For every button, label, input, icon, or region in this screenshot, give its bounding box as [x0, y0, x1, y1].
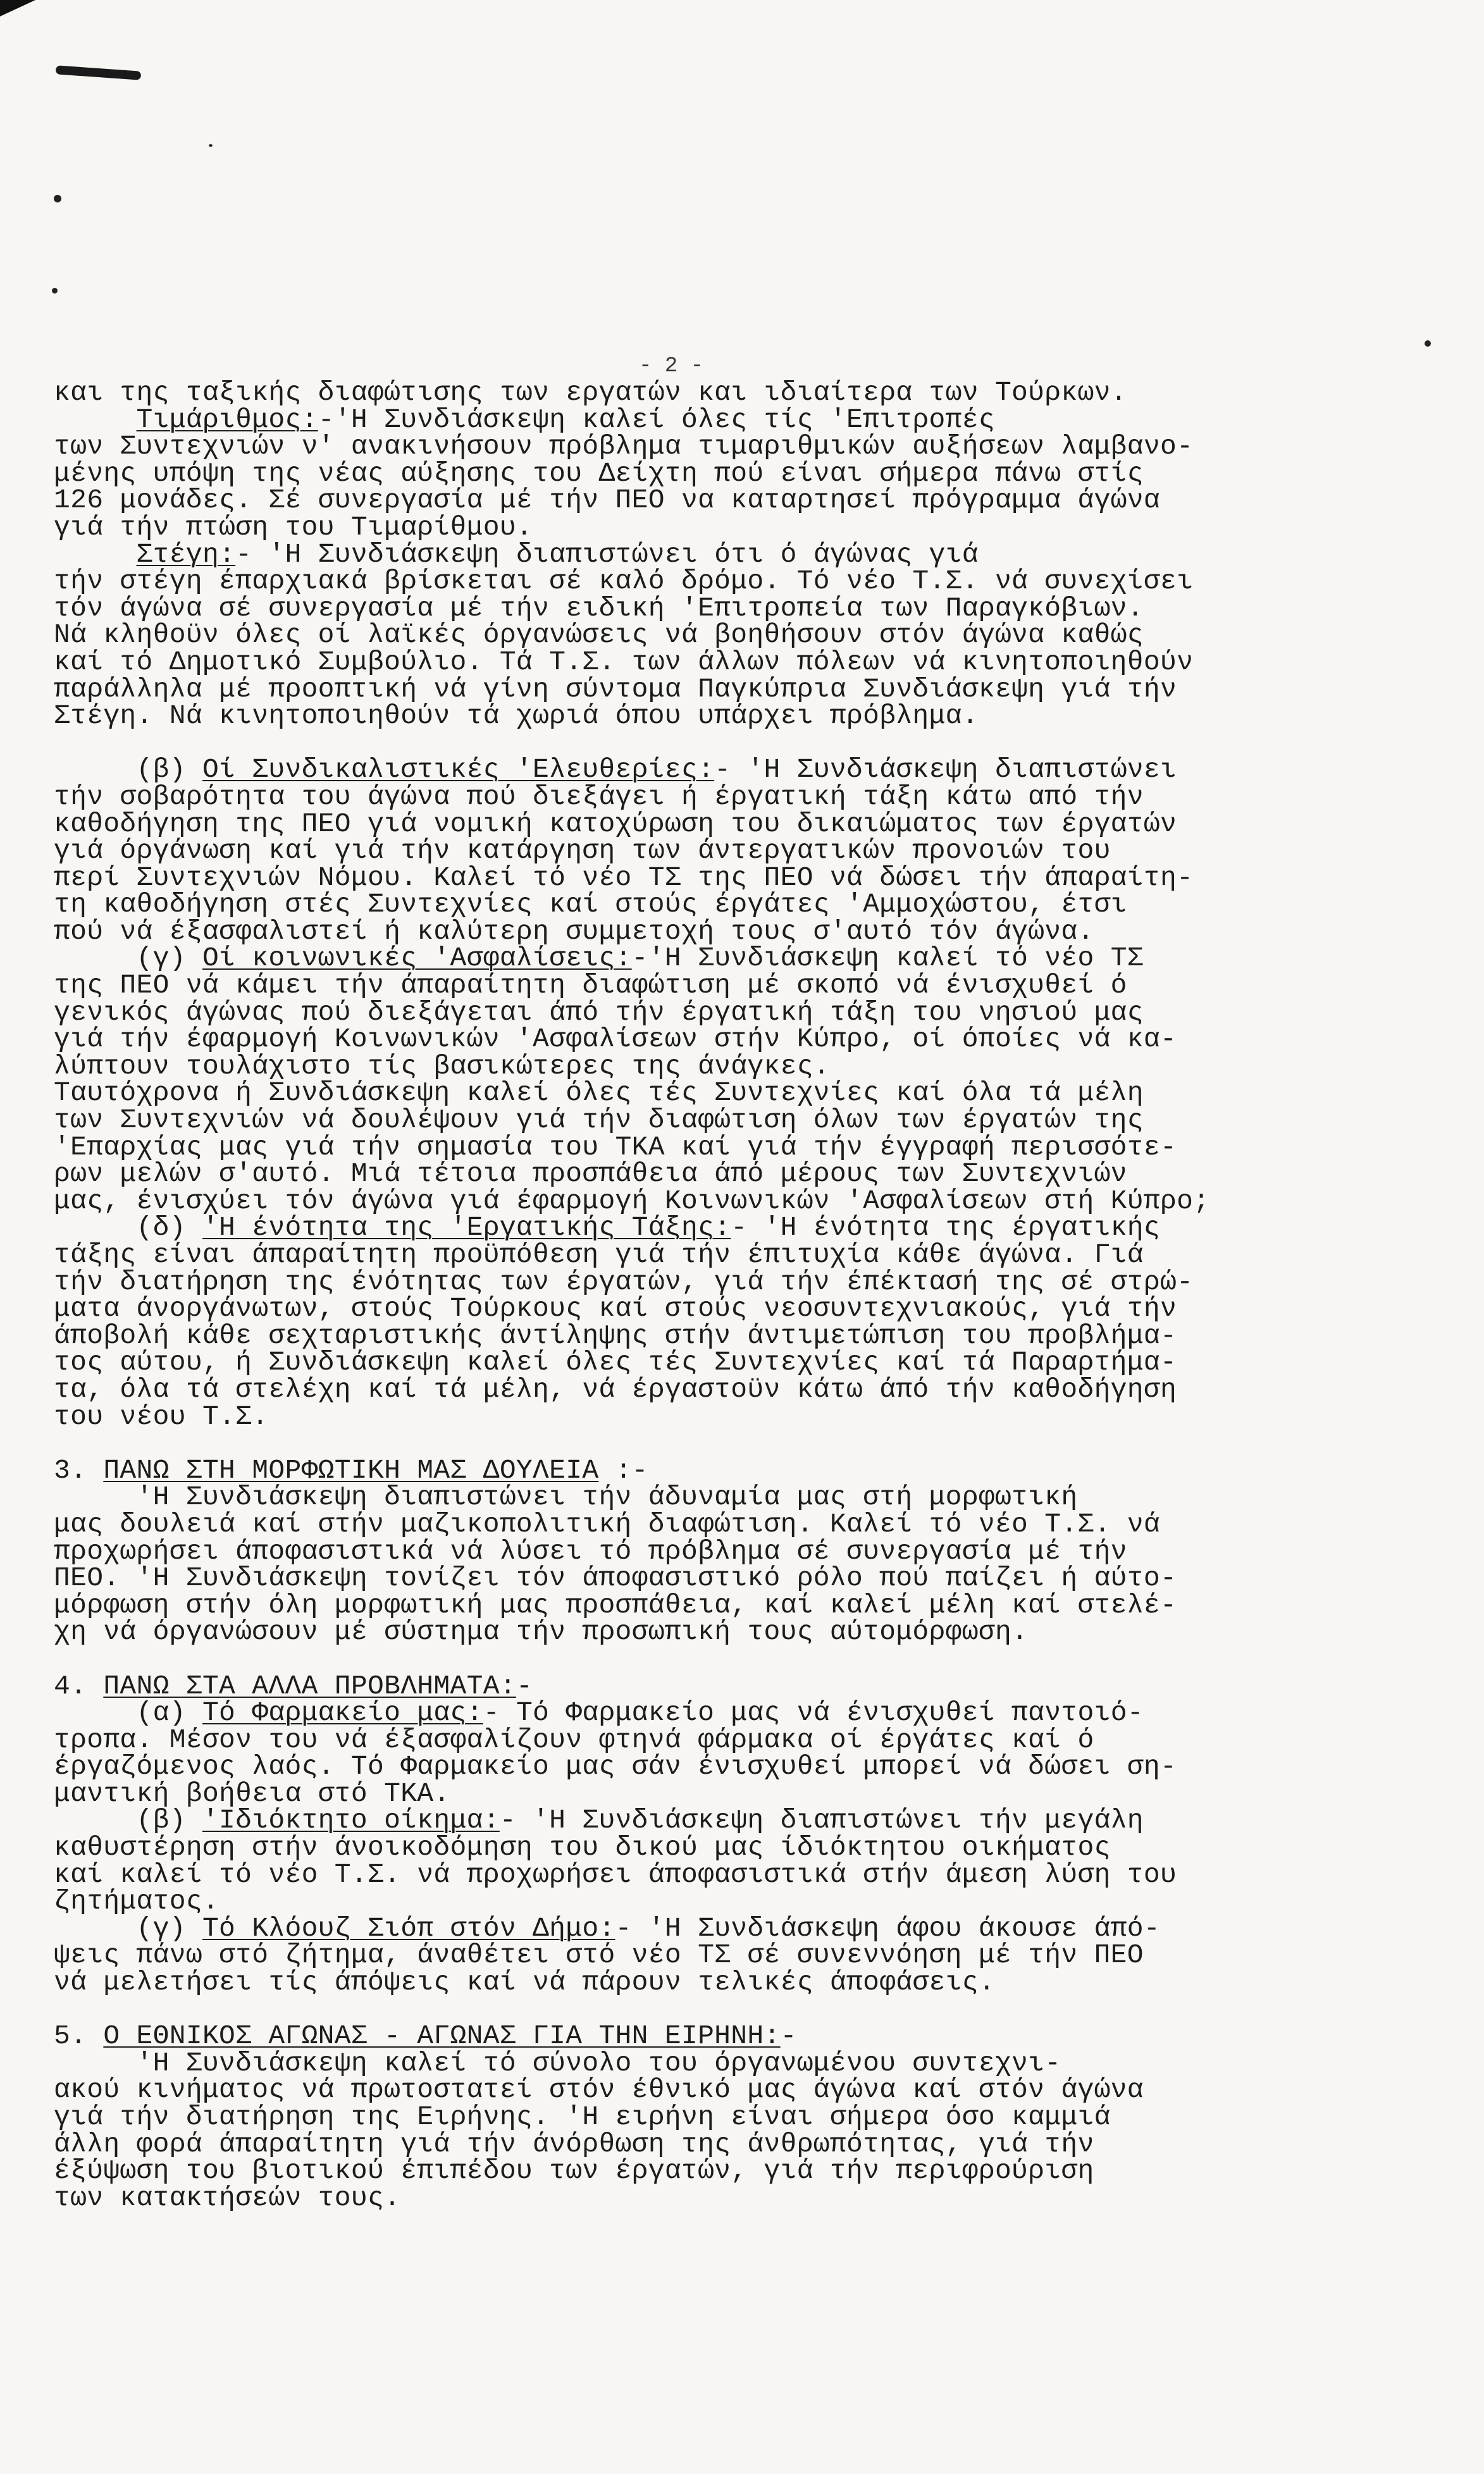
text-line: μας, ένισχύει τόν άγώνα γιά έφαρμογή Κοινωνικών 'Ασφαλίσεων στή Κύπρο;: [54, 1185, 1210, 1216]
line-prefix: (δ): [54, 1212, 202, 1244]
text-line: [54, 1807, 1433, 1834]
line-text: - 'Η Συνδιάσκεψη διαπιστώνει: [714, 754, 1177, 786]
text-line: Ταυτόχρονα ή Συνδιάσκεψη καλεί όλες τές Συντεχνίες καί όλα τά μέλη: [54, 1077, 1144, 1109]
line-prefix: (γ): [54, 1912, 202, 1944]
section-heading: Τιμάριθμος:: [136, 404, 318, 435]
text-line: γιά τήν πτώση του Τιμαρίθμου.: [54, 511, 533, 543]
text-line: [54, 2020, 1433, 2052]
section-heading: Οί κοινωνικές 'Ασφαλίσεις:: [202, 943, 632, 974]
line-prefix: (γ): [54, 943, 202, 974]
scan-speck: [1425, 340, 1431, 347]
text-line: τόν άγώνα σέ συνεργασία μέ τήν ειδική 'Επιτροπεία των Παραγκόβιων.: [54, 592, 1144, 624]
text-line: νά μελετήσει τίς άπόψεις καί νά πάρουν τελικές άποφάσεις.: [54, 1967, 995, 1998]
line-text: - Τό Φαρμακείο μας νά ένισχυθεί παντοιό-: [483, 1697, 1144, 1729]
text-line: ρων μελών σ'αυτό. Μιά τέτοια προσπάθεια άπό μέρους των Συντεχνιών: [54, 1158, 1127, 1190]
text-line: του νέου Τ.Σ.: [54, 1401, 269, 1432]
line-text: - 'Η Συνδιάσκεψη διαπιστώνει ότι ό άγώνας γιά: [235, 538, 979, 570]
text-line: μας δουλειά καί στήν μαζικοπολιτική διαφώτιση. Καλεί τό νέο Τ.Σ. νά: [54, 1508, 1160, 1540]
text-line: [54, 1697, 1433, 1729]
text-line: ματα άνοργάνωτων, στούς Τούρκους καί στούς νεοσυντεχνιακούς, γιά τήν: [54, 1293, 1177, 1325]
text-line: τάξης είναι άπαραίτητη προϋπόθεση γιά τήν έπιτυχία κάθε άγώνα. Γιά: [54, 1239, 1144, 1270]
line-text: :-: [598, 1454, 648, 1486]
section-heading: Τό Φαρμακείο μας:: [202, 1697, 483, 1729]
text-line: τροπα. Μέσον του νά έξασφαλίζουν φτηνά φάρμακα οί έργάτες καί ό: [54, 1724, 1094, 1755]
line-text: - 'Η Συνδιάσκεψη άφου άκουσε άπό-: [615, 1912, 1161, 1944]
text-line: [54, 1454, 1433, 1486]
text-line: άλλη φορά άπαραίτητη γιά τήν άνόρθωση της άνθρωπότητας, γιά τήν: [54, 2128, 1094, 2160]
text-line: πού νά έξασφαλιστεί ή καλύτερη συμμετοχή τους σ'αυτό τόν άγώνα.: [54, 915, 1094, 947]
section-heading: ΠΑΝΩ ΣΤΗ ΜΟΡΦΩΤΙΚΗ ΜΑΣ ΔΟΥΛΕΙΑ: [103, 1454, 599, 1486]
line-text: -: [780, 2020, 797, 2052]
text-line: μένης υπόψη της νέας αύξησης του Δείχτη πού είναι σήμερα πάνω στίς: [54, 457, 1144, 489]
line-prefix: 5.: [54, 2020, 104, 2052]
line-prefix: (β): [54, 754, 202, 786]
text-line: έργαζόμενος λαός. Τό Φαρμακείο μας σάν ένισχυθεί μπορεί νά δώσει ση-: [54, 1751, 1177, 1783]
text-line: έξύψωση του βιοτικού έπιπέδου των έργατών, γιά τήν περιφρούριση: [54, 2155, 1094, 2187]
line-prefix: 3.: [54, 1454, 104, 1486]
text-line: [54, 404, 1433, 435]
text-line: παράλληλα μέ προοπτική νά γίνη σύντομα Παγκύπρια Συνδιάσκεψη γιά τήν: [54, 673, 1177, 705]
text-line: Στέγη. Νά κινητοποιηθούν τά χωριά όπου υπάρχει πρόβλημα.: [54, 700, 979, 732]
document-body: [54, 377, 1433, 2213]
text-line: μαντική βοήθεια στό ΤΚΑ.: [54, 1778, 450, 1809]
scan-speck: [209, 144, 213, 147]
text-line: ακού κινήματος νά πρωτοστατεί στόν έθνικό μας άγώνα καί στόν άγώνα: [54, 2074, 1144, 2106]
text-line: [54, 1670, 1433, 1702]
text-line: καί καλεί τό νέο Τ.Σ. νά προχωρήσει άποφασιστικά στήν άμεση λύση του: [54, 1859, 1177, 1890]
text-line: [54, 1996, 1433, 2024]
text-line: [54, 1430, 1433, 1457]
text-line: καί τό Δημοτικό Συμβούλιο. Τά Τ.Σ. των άλλων πόλεων νά κινητοποιηθούν: [54, 646, 1194, 677]
text-line: [54, 1912, 1433, 1944]
page-number: - 2 -: [639, 354, 704, 378]
text-line: γιά τήν έφαρμογή Κοινωνικών 'Ασφαλίσεων στήν Κύπρο, οί όποίες νά κα-: [54, 1024, 1177, 1055]
text-line: [54, 538, 1433, 570]
text-line: περί Συντεχνιών Νόμου. Καλεί τό νέο ΤΣ της ΠΕΟ νά δώσει τήν άπαραίτη-: [54, 862, 1194, 893]
text-line: τήν σοβαρότητα του άγώνα πού διεξάγει ή έργατική τάξη κάτω από τήν: [54, 781, 1144, 812]
text-line: Νά κληθοϋν όλες οί λαϊκές όργανώσεις νά βοηθήσουν στόν άγώνα καθώς: [54, 619, 1144, 651]
line-prefix: 4.: [54, 1670, 104, 1702]
text-line: γιά τήν διατήρηση της Ειρήνης. 'Η ειρήνη είναι σήμερα όσο καμμιά: [54, 2101, 1111, 2132]
text-line: 'Επαρχίας μας γιά τήν σημασία του ΤΚΑ καί γιά τήν έγγραφή περισσότε-: [54, 1131, 1177, 1163]
text-line: ζητήματος.: [54, 1886, 220, 1917]
text-line: [54, 1212, 1433, 1244]
line-text: -'Η Συνδιάσκεψη καλεί όλες τίς 'Επιτροπές: [318, 404, 995, 435]
line-text: - 'Η Συνδιάσκεψη διαπιστώνει τήν μεγάλη: [499, 1805, 1144, 1836]
line-prefix: (α): [54, 1697, 202, 1729]
text-line: τη καθοδήγηση στές Συντεχνίες καί στούς έργάτες 'Αμμοχώστου, έτσι: [54, 889, 1127, 920]
text-line: των Συντεχνιών νά δουλέψουν γιά τήν διαφώτιση όλων των έργατών της: [54, 1104, 1144, 1136]
text-line: τος αύτου, ή Συνδιάσκεψη καλεί όλες τές Συντεχνίες καί τά Παραρτήμα-: [54, 1347, 1177, 1378]
section-heading: Οί Συνδικαλιστικές 'Ελευθερίες:: [202, 754, 715, 786]
text-line: καθοδήγηση της ΠΕΟ γιά νομική κατοχύρωση του δικαιώματος των έργατών: [54, 808, 1177, 839]
section-heading: Τό Κλόουζ Σιόπ στόν Δήμο:: [202, 1912, 615, 1944]
text-line: άποβολή κάθε σεχταριστικής άντίληψης στήν άντιμετώπιση του προβλήμα-: [54, 1320, 1177, 1351]
line-prefix: (β): [54, 1805, 202, 1836]
text-line: 126 μονάδες. Σέ συνεργασία μέ τήν ΠΕΟ να καταρτησεί πρόγραμμα άγώνα: [54, 485, 1160, 516]
text-line: [54, 730, 1433, 757]
scan-speck: [52, 288, 58, 294]
text-line: γιά όργάνωση καί γιά τήν κατάργηση των άντεργατικών προνοιών του: [54, 835, 1111, 867]
section-heading: 'Η ένότητα της 'Εργατικής Τάξης:: [202, 1212, 731, 1244]
text-line: τήν στέγη έπαρχιακά βρίσκεται σέ καλό δρόμο. Τό νέο Τ.Σ. νά συνεχίσει: [54, 566, 1194, 597]
section-heading: 'Ιδιόκτητο οίκημα:: [202, 1805, 500, 1836]
text-line: προχωρήσει άποφασιστικά νά λύσει τό πρόβλημα σέ συνεργασία μέ τήν: [54, 1535, 1127, 1567]
text-line: 'Η Συνδιάσκεψη διαπιστώνει τήν άδυναμία μας στή μορφωτική: [54, 1481, 1078, 1513]
text-line: ψεις πάνω στό ζήτημα, άναθέτει στό νέο ΤΣ σέ συνεννόηση μέ τήν ΠΕΟ: [54, 1939, 1144, 1971]
text-line: των Συντεχνιών ν' ανακινήσουν πρόβλημα τιμαριθμικών αυξήσεων λαμβανο-: [54, 431, 1194, 462]
section-heading: ΠΑΝΩ ΣΤΑ ΑΛΛΑ ΠΡΟΒΛΗΜΑΤΑ:: [103, 1670, 516, 1702]
section-heading: Ο ΕΘΝΙΚΟΣ ΑΓΩΝΑΣ - ΑΓΩΝΑΣ ΓΙΑ ΤΗΝ ΕΙΡΗΝΗ:: [103, 2020, 781, 2052]
line-text: -'Η Συνδιάσκεψη καλεί τό νέο ΤΣ: [631, 943, 1144, 974]
ink-mark: [56, 65, 142, 80]
text-line: καθυστέρηση στήν άνοικοδόμηση του δικού μας ίδιόκτητου οικήματος: [54, 1832, 1111, 1864]
text-line: γενικός άγώνας πού διεξάγεται άπό τήν έργατική τάξη του νησιού μας: [54, 996, 1144, 1028]
section-heading: Στέγη:: [136, 538, 236, 570]
scan-corner-shadow: [0, 0, 35, 16]
text-line: χη νά όργανώσουν μέ σύστημα τήν προσωπική τους αύτομόρφωση.: [54, 1616, 1029, 1648]
text-line: [54, 945, 1433, 972]
text-line: των κατακτήσεών τους.: [54, 2182, 401, 2213]
text-line: 'Η Συνδιάσκεψη καλεί τό σύνολο του όργανωμένου συντεχνι-: [54, 2047, 1061, 2079]
text-line: ΠΕΟ. 'Η Συνδιάσκεψη τονίζει τόν άποφασιστικό ρόλο πού παίζει ή αύτο-: [54, 1562, 1177, 1594]
line-text: -: [516, 1670, 533, 1702]
text-line: της ΠΕΟ νά κάμει τήν άπαραίτητη διαφώτιση μέ σκοπό νά ένισχυθεί ό: [54, 970, 1127, 1001]
text-line: τα, όλα τά στελέχη καί τά μέλη, νά έργαστοϋν κάτω άπό τήν καθοδήγηση: [54, 1373, 1177, 1405]
scan-speck: [54, 195, 61, 202]
text-line: και της ταξικής διαφώτισης των εργατών και ιδιαίτερα των Τούρκων.: [54, 377, 1127, 408]
text-line: λύπτουν τουλάχιστο τίς βασικώτερες της άνάγκες.: [54, 1050, 830, 1082]
text-line: τήν διατήρηση της ένότητας των έργατών, γιά τήν έπέκτασή της σέ στρώ-: [54, 1266, 1194, 1297]
line-text: - 'Η ένότητα της έργατικής: [731, 1212, 1161, 1244]
text-line: μόρφωση στήν όλη μορφωτική μας προσπάθεια, καί καλεί μέλη καί στελέ-: [54, 1589, 1177, 1621]
text-line: [54, 754, 1433, 786]
text-line: [54, 1646, 1433, 1673]
